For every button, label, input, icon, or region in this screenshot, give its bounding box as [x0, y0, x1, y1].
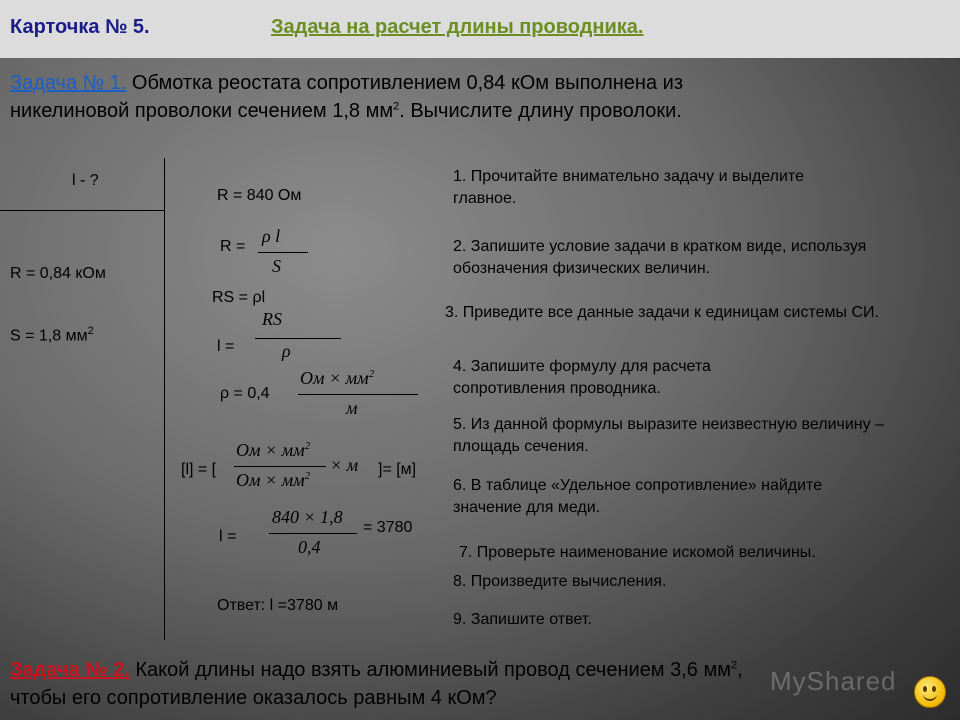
calc-label: l = [219, 528, 237, 545]
task2-line2: чтобы его сопротивление оказалось равным 4 кОм? [10, 687, 497, 709]
given-divider-horizontal [0, 210, 165, 211]
step-1: 1. Прочитайте внимательно задачу и выделите главное. [453, 168, 804, 207]
calc-denominator: 0,4 [298, 537, 321, 557]
units-bar [234, 466, 326, 467]
resistance-si: R = 840 Ом [217, 187, 302, 204]
step-3: 3. Приведите все данные задачи к единицам системы СИ. [445, 304, 879, 321]
card-title: Задача на расчет длины проводника. [271, 16, 644, 38]
units-numerator: Ом × $мм^2$ [236, 440, 311, 460]
calc-numerator: 840 × 1,8 [272, 507, 343, 527]
smiley-icon [914, 676, 946, 708]
given-section: S = 1,8 $мм^2$ [10, 325, 94, 345]
units-right: ]= [м] [378, 461, 417, 478]
rho-numerator: Ом × $мм^2$ [300, 368, 375, 388]
step-8: 8. Произведите вычисления. [453, 573, 667, 590]
units-multiplier: × м [330, 455, 359, 475]
task2-text1: Какой длины надо взять алюминиевый провод сечением 3,6 мм [129, 659, 731, 681]
given-divider-vertical [164, 158, 165, 640]
step-7: 7. Проверьте наименование искомой величины. [459, 544, 816, 561]
step-6: 6. В таблице «Удельное сопротивление» найдите значение для меди. [453, 477, 823, 516]
rho-value: ρ = 0,4 [220, 385, 270, 402]
task1-text1: Обмотка реостата сопротивлением 0,84 кОм выполнена из [126, 72, 683, 94]
given-resistance: R = 0,84 кОм [10, 265, 106, 282]
task1-label: Задача № 1. [10, 72, 127, 94]
rho-bar [298, 394, 418, 395]
given-unknown: l - ? [72, 172, 99, 189]
formula-r-denominator: S [272, 256, 281, 276]
task1-line2 [10, 100, 682, 123]
units-left: [l] = [ [181, 461, 217, 478]
step-9: 9. Запишите ответ. [453, 611, 592, 628]
step-2: 2. Запишите условие задачи в кратком виде, используя обозначения физических величин. [453, 238, 867, 277]
calc-result: = 3780 [363, 519, 413, 536]
card-number: Карточка № 5. [10, 16, 150, 38]
watermark: MyShared [770, 666, 897, 696]
formula-rs: RS = ρl [212, 289, 266, 306]
task1-sup: 2 [393, 100, 400, 113]
units-denominator: Ом × $мм^2$ [236, 470, 311, 490]
task1-text2-end: . Вычислите длину проволоки. [399, 100, 682, 122]
task2-line1: Задача № 2. Какой длины надо взять алюминиевый провод сечением 3,6 $мм^2$, [10, 659, 743, 681]
step-5: 5. Из данной формулы выразите неизвестную величину – площадь сечения. [453, 416, 884, 455]
formula-l-label: l = [217, 338, 235, 355]
calc-bar [269, 533, 357, 534]
formula-r-numerator: ρ l [262, 226, 281, 246]
task1-text2: никелиновой проволоки сечением 1,8 мм [10, 100, 394, 122]
formula-r-label: R = [220, 238, 246, 255]
formula-l-denominator: ρ [282, 341, 291, 361]
formula-l-numerator: RS [262, 309, 282, 329]
task2-label: Задача № 2. [10, 659, 130, 681]
answer: Ответ: l =3780 м [217, 597, 339, 614]
task1-line1 [10, 72, 683, 95]
formula-r-bar [258, 252, 308, 253]
step-4: 4. Запишите формулу для расчета сопротивления проводника. [453, 358, 711, 397]
rho-denominator: м [346, 398, 358, 418]
formula-l-bar [255, 338, 341, 339]
